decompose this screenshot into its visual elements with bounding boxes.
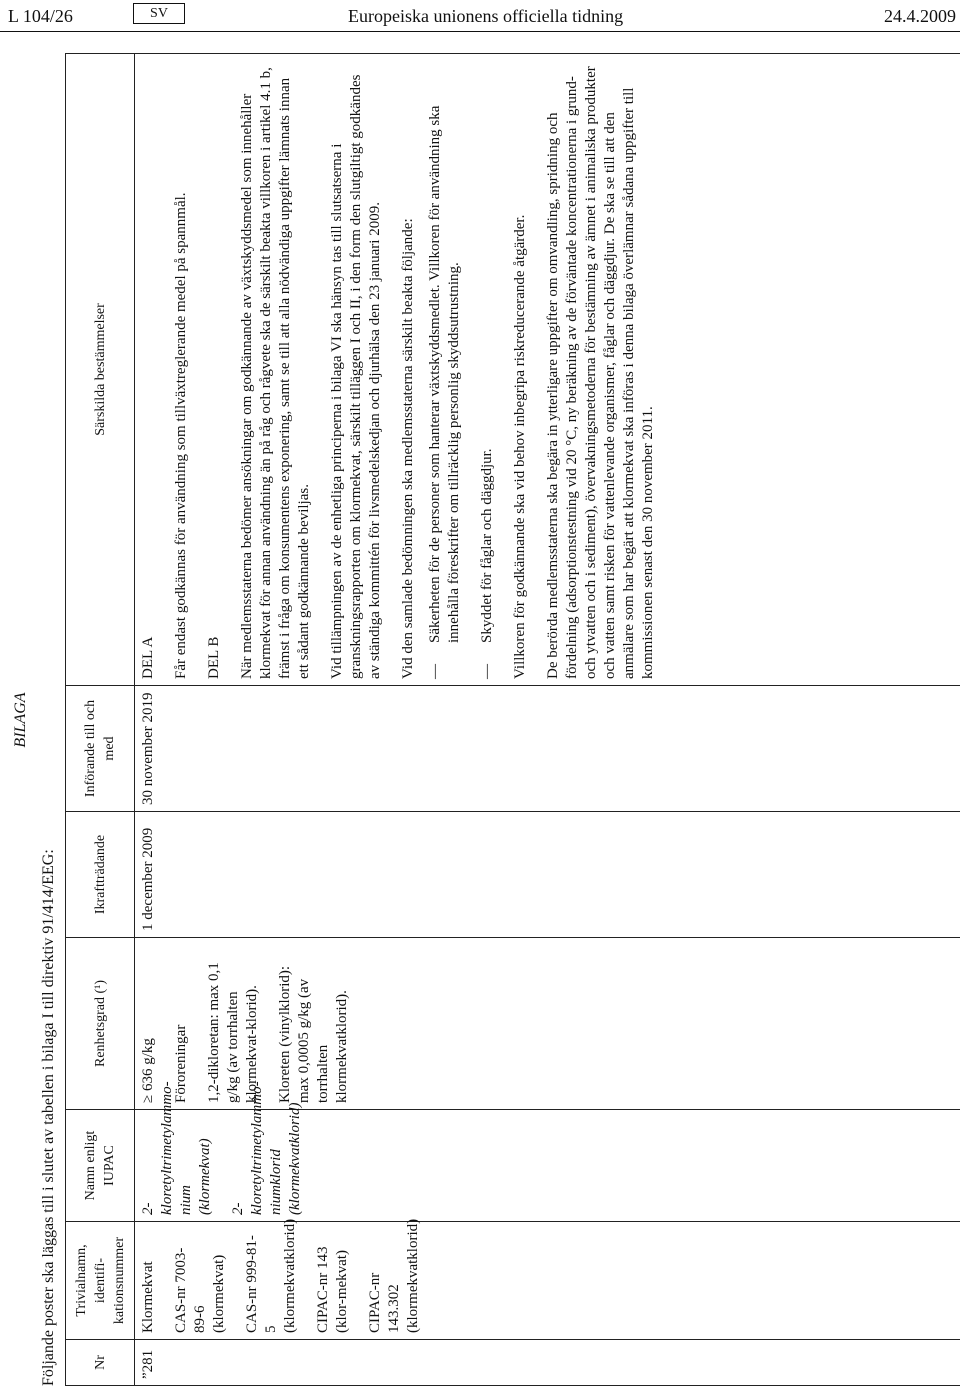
impurity-vinyl-chloride: Kloreten (vinylklorid): max 0,0005 g/kg (av torrhalten klormekvatklorid).: [277, 965, 350, 1103]
cell-expiry: 30 november 2019: [135, 686, 960, 812]
language-badge: SV: [133, 3, 185, 24]
cas-number-klormekvat: CAS-nr 7003-89-6 (klormekvat): [173, 1247, 227, 1333]
header-expiry: Införande till och med: [66, 686, 135, 812]
provision-paragraph: Villkoren för godkännande ska vid behov inbegripa riskreducerande åtgärder.: [512, 214, 528, 679]
cas-number-klorid: CAS-nr 999-81-5 (klormekvatklorid): [244, 1218, 298, 1333]
cell-entry-into-force: 1 december 2009: [135, 812, 960, 938]
iupac-name-klorid: 2-kloretyltrimetylammo-niumklorid (klormekvatklorid): [230, 1081, 303, 1215]
annex-table: [65, 53, 960, 1386]
dash-text: Skyddet för fåglar och däggdjur.: [479, 448, 495, 643]
intro-text: Följande poster ska läggas till i slutet av tabellen i bilaga I till direktiv 91/414/EEG:: [40, 849, 57, 1386]
page-reference: L 104/26: [8, 6, 73, 26]
journal-title: Europeiska unionens officiella tidning: [348, 6, 624, 26]
provision-dash-item: [426, 60, 464, 679]
part-b-title: DEL B: [206, 636, 222, 679]
cell-provisions: [135, 54, 960, 686]
header-iupac: Namn enligt IUPAC: [66, 1110, 135, 1222]
dash-bullet: —: [427, 664, 443, 679]
publication-date: 24.4.2009: [884, 6, 956, 26]
page-header: [0, 0, 960, 36]
cell-nr: ”281: [135, 1340, 960, 1386]
table-header-row: [66, 54, 135, 1386]
header-entry-into-force: Ikraftträdande: [66, 812, 135, 938]
header-nr: Nr: [66, 1340, 135, 1386]
provision-paragraph: När medlemsstaterna bedömer ansökningar om godkännande av växtskyddsmedel som innehåller klormekvat för annan användning än på råg och rågvete ska de särskilt beakta villkoren i artikel 4.1 b, främst i fråga om konsumentens exponering, samt se till att alla nödvändiga uppgifter lämnats innan ett sådant godkännande beviljas.: [239, 67, 312, 679]
dash-bullet: —: [479, 664, 495, 679]
provision-paragraph: De berörda medlemsstaterna ska begära in ytterligare uppgifter om omvandling, spridning och fördelning (adsorptionstestning vid 20 °C, ny beräkning av de förväntade koncentrationerna i grund- och ytvatten och i sediment), övervakningsmetoderna för bestämning av ämnet i animaliska produkter och vatten samt risken för vattenlevande organismer, fåglar och däggdjur. De ska se till att den anmälare som har begärt att klormekvat ska införas i denna bilaga överlämnar sådana uppgifter till kommissionen senast den 30 november 2011.: [545, 66, 656, 679]
cipac-number-klorid: CIPAC-nr 143.302 (klormekvatklorid): [367, 1218, 421, 1333]
header-common-name: Trivialnamn, identifi-kationsnummer: [66, 1222, 135, 1340]
provision-dash-item: [478, 60, 497, 679]
part-a-text: Får endast godkännas för användning som tillväxtreglerande medel på spannmål.: [173, 192, 189, 679]
rotated-annex: [12, 54, 948, 1386]
annex-title: BILAGA: [12, 692, 29, 748]
common-name: Klormekvat: [140, 1261, 156, 1333]
provision-paragraph: Vid tillämpningen av de enhetliga principerna i bilaga VI ska hänsyn tas till slutsatserna i granskningsrapporten om klormekvat, särskilt tilläggen I och II, i den form den slutgiltigt godkändes av ständiga kommittén för livsmedelskedjan och djurhälsa den 23 januari 2009.: [329, 74, 383, 679]
purity-min: ≥ 636 g/kg: [140, 1038, 156, 1103]
impurities-label: Föroreningar: [173, 1024, 189, 1103]
provision-paragraph: Vid den samlade bedömningen ska medlemsstaterna särskilt beakta följande:: [400, 218, 416, 679]
cell-purity: [135, 938, 960, 1110]
cell-common-name: [135, 1218, 960, 1340]
impurity-dichloroethane: 1,2-dikloretan: max 0,1 g/kg (av torrhalten klormekvat-klorid).: [206, 962, 260, 1103]
cipac-number-klormekvat: CIPAC-nr 143 (klor-mekvat): [315, 1246, 350, 1333]
header-rule: [0, 31, 960, 32]
cell-iupac: [135, 1081, 960, 1222]
part-a-title: DEL A: [140, 636, 156, 679]
header-provisions: Särskilda bestämmelser: [66, 54, 135, 686]
iupac-name-klormekvat: 2-kloretyltrimetylammo-nium (klormekvat): [140, 1081, 213, 1215]
table-row: [135, 54, 960, 1386]
header-purity: Renhetsgrad (¹): [66, 938, 135, 1110]
dash-text: Säkerheten för de personer som hanterar växtskyddsmedlet. Villkoren för användning ska innehålla föreskrifter om tillräcklig personlig skyddsutrustning.: [427, 105, 462, 643]
